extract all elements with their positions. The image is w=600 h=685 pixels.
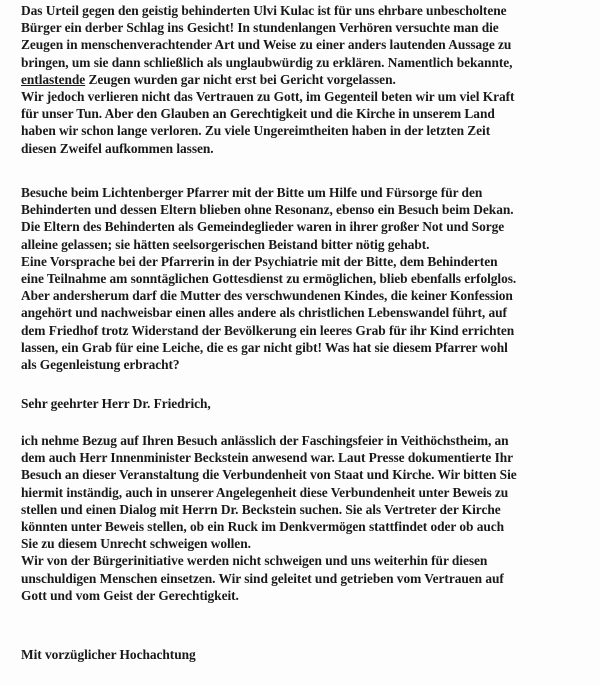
text-line: eine Teilnahme am sonntäglichen Gottesdienst zu ermöglichen, blieb ebenfalls erfolglos. <box>21 271 517 287</box>
text-line: könnten unter Beweis stellen, ob ein Ruck im Denkvermögen stattfindet oder ob auch <box>21 519 505 535</box>
text-line: dem Friedhof trotz Widerstand der Bevölkerung ein leeres Grab für ihr Kind errichten <box>21 322 515 338</box>
text-line: bringen, um sie dann schließlich als unglaubwürdig zu erklären. Namentlich bekannte, <box>21 54 513 70</box>
underlined-word: entlastende <box>21 71 86 87</box>
salutation: Sehr geehrter Herr Dr. Friedrich, <box>21 396 211 411</box>
text-line: diesen Zweifel aufkommen lassen. <box>21 140 214 156</box>
text-segment: Zeugen wurden gar nicht erst bei Gericht vorgelassen. <box>85 71 396 87</box>
text-line: Besuch an dieser Veranstaltung die Verbundenheit von Staat und Kirche. Wir bitten Sie <box>21 467 517 483</box>
paragraph-church-visits <box>21 184 593 373</box>
text-line: Aber andersherum darf die Mutter des verschwundenen Kindes, die keiner Konfession <box>21 288 513 304</box>
text-line: Eine Vorsprache bei der Pfarrerin in der Psychiatrie mit der Bitte, dem Behinderten <box>21 253 498 269</box>
text-line: Das Urteil gegen den geistig behinderten Ulvi Kulac ist für uns ehrbare unbescholtene <box>21 3 507 18</box>
text-line: dem auch Herr Innenminister Beckstein anwesend war. Laut Presse dokumentierte Ihr <box>21 450 514 466</box>
text-line: Besuche beim Lichtenberger Pfarrer mit der Bitte um Hilfe und Fürsorge für den <box>21 185 483 200</box>
paragraph-verdict <box>21 2 593 157</box>
text-line: Wir jedoch verlieren nicht das Vertrauen zu Gott, im Gegenteil beten wir um viel Kraft <box>21 89 515 105</box>
text-line: hiermit inständig, auch in unserer Angelegenheit diese Verbundenheit unter Beweis zu <box>21 484 509 500</box>
text-line: Gott und vom Geist der Gerechtigkeit. <box>21 587 239 603</box>
text-line: für unser Tun. Aber den Glauben an Gerechtigkeit und die Kirche in unserem Land <box>21 106 495 122</box>
text-line: alleine gelassen; sie hätten seelsorgerischen Beistand bitter nötig gehabt. <box>21 236 430 252</box>
text-line: Behinderten und dessen Eltern blieben ohne Resonanz, ebenso ein Besuch beim Dekan. <box>21 202 514 218</box>
text-line: Zeugen in menschenverachtender Art und Weise zu einer anders lautenden Aussage zu <box>21 37 512 53</box>
text-line: angehört und nachweisbar einen alles andere als christlichen Lebenswandel führt, auf <box>21 305 507 321</box>
text-line: Sie zu diesem Unrecht schweigen wollen. <box>21 536 251 552</box>
text-line: Wir von der Bürgerinitiative werden nicht schweigen und uns weiterhin für diesen <box>21 553 488 569</box>
text-line: unschuldigen Menschen einsetzen. Wir sind geleitet und getrieben vom Vertrauen auf <box>21 570 504 586</box>
closing: Mit vorzüglicher Hochachtung <box>21 647 196 662</box>
text-line <box>21 71 593 88</box>
text-line: lassen, ein Grab für eine Leiche, die es gar nicht gibt! Was hat sie diesem Pfarrer wohl <box>21 339 508 355</box>
text-line: haben wir schon lange verloren. Zu viele Ungereimtheiten haben in der letzten Zeit <box>21 123 491 139</box>
text-line: als Gegenleistung erbracht? <box>21 357 180 373</box>
text-line: stellen und einen Dialog mit Herrn Dr. Beckstein suchen. Sie als Vertreter der Kirche <box>21 501 501 517</box>
text-line: ich nehme Bezug auf Ihren Besuch anlässlich der Faschingsfeier in Veithöchstheim, an <box>21 433 509 448</box>
paragraph-request <box>21 432 593 604</box>
text-line: Bürger ein derber Schlag ins Gesicht! In stundenlangen Verhören versuchte man die <box>21 20 499 36</box>
text-line: Die Eltern des Behinderten als Gemeindeglieder waren in ihrer großer Not und Sorge <box>21 219 505 235</box>
